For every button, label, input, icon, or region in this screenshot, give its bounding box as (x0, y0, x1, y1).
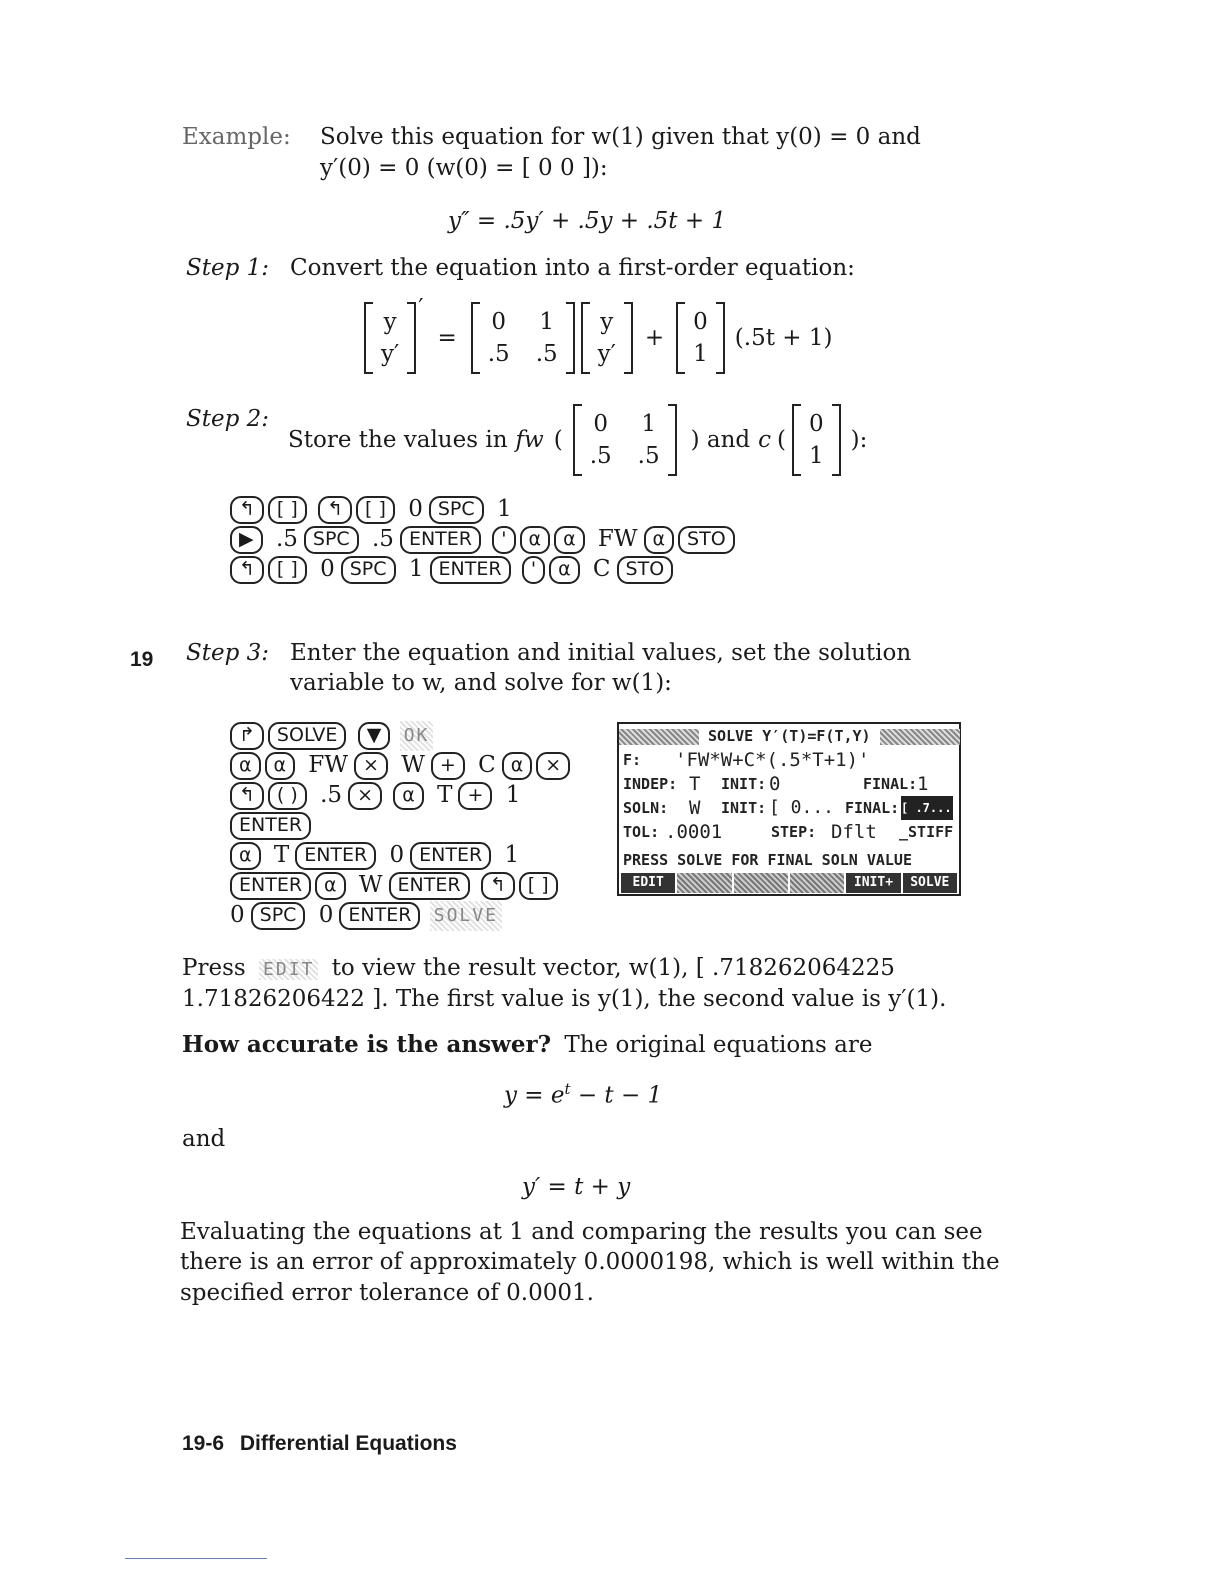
eq1-rest: − t − 1 (570, 1082, 663, 1109)
keystroke-line (228, 750, 572, 780)
accuracy-heading-line (182, 1031, 873, 1058)
keystroke-line (228, 494, 737, 524)
page-footer (182, 1432, 457, 1456)
keystroke-line (228, 870, 572, 900)
result-line-2: 1.71826206422 ]. The first value is y(1), the second value is y′(1). (182, 986, 947, 1012)
spc-key[interactable]: SPC (429, 496, 484, 524)
alpha-key[interactable]: α (644, 526, 675, 554)
forcing-term: (.5t + 1) (734, 325, 833, 351)
close-paren: ): (850, 427, 868, 453)
bracket-key[interactable]: [ ] (268, 496, 307, 524)
solve-softkey[interactable]: SOLVE (903, 873, 957, 893)
indep-final-field[interactable]: 1 (917, 773, 929, 795)
ok-softkey[interactable]: OK (400, 721, 434, 751)
soln-init-field[interactable]: [ 0... (769, 797, 835, 818)
solve-key[interactable]: SOLVE (268, 722, 347, 750)
example-equation: y″ = .5y′ + .5y + .5t + 1 (448, 208, 727, 234)
screen-prompt: PRESS SOLVE FOR FINAL SOLN VALUE (623, 851, 912, 869)
alpha-key[interactable]: α (502, 752, 533, 780)
open-paren-2: ( (777, 427, 787, 453)
key-text: 0 (389, 842, 405, 868)
equation-2: y′ = t + y (522, 1174, 631, 1200)
s2-c1: 0 (809, 411, 824, 437)
blank-softkey (677, 873, 731, 893)
state-vector (581, 302, 633, 374)
key-text: 1 (505, 782, 521, 808)
enter-key[interactable]: ENTER (410, 842, 491, 870)
s2-a11: 0 (593, 411, 608, 437)
step3-line-1: Enter the equation and initial values, set the solution (290, 640, 912, 666)
eq1-exponent: t (564, 1080, 571, 1098)
final-label: FINAL: (845, 799, 900, 817)
screen-title: SOLVE Y′(T)=F(T,Y) (708, 727, 871, 745)
a11: 0 (491, 309, 507, 335)
lhs-yprime: y′ (381, 341, 400, 367)
enter-key[interactable]: ENTER (230, 872, 311, 900)
step3-label: Step 3: (186, 640, 270, 666)
screen-title-bar (619, 724, 959, 748)
step1-matrix-equation (364, 295, 833, 376)
calculator-screen (617, 722, 961, 896)
s2-a22: .5 (637, 443, 660, 469)
step2-c-vector (792, 404, 841, 476)
indep-field[interactable]: T (689, 773, 701, 795)
keystroke-line (228, 720, 572, 750)
key-text: 1 (408, 556, 424, 582)
alpha-key[interactable]: α (230, 842, 261, 870)
alpha-key[interactable]: α (265, 752, 296, 780)
paren-key[interactable]: ( ) (268, 782, 307, 810)
step3-keystrokes (228, 720, 572, 930)
s2-c2: 1 (809, 443, 824, 469)
left-shift-key[interactable]: ↰ (230, 782, 264, 810)
init-softkey[interactable]: INIT+ (846, 873, 900, 893)
bracket-key[interactable]: [ ] (268, 556, 307, 584)
key-text: C (478, 752, 496, 778)
times-key[interactable]: × (536, 752, 570, 780)
key-text: .5 (275, 526, 298, 552)
chapter-title: Differential Equations (239, 1432, 457, 1455)
example-line-1: Solve this equation for w(1) given that y(0) = 0 and (320, 124, 921, 150)
result-line-1 (182, 955, 895, 981)
screen-f-row (619, 748, 959, 772)
blank-softkey (790, 873, 844, 893)
tick-key[interactable]: ' (522, 556, 545, 584)
tol-field[interactable]: .0001 (665, 821, 723, 843)
chapter-marker: 19 (130, 648, 154, 671)
final-label: FINAL: (863, 775, 918, 793)
alpha-key[interactable]: α (520, 526, 551, 554)
softkey-menu (619, 872, 959, 894)
and-text: ) and (690, 427, 751, 453)
plus-key[interactable]: + (458, 782, 492, 810)
plus-sign: + (644, 325, 665, 351)
keystroke-line (228, 524, 737, 554)
vec-yprime: y′ (597, 341, 616, 367)
edit-softkey[interactable]: EDIT (621, 873, 675, 893)
key-text: 0 (320, 556, 335, 582)
init-label: INIT: (721, 775, 767, 793)
step2-keystrokes (228, 494, 737, 584)
accuracy-text: The original equations are (564, 1032, 873, 1058)
a12: 1 (539, 309, 554, 335)
f-label: F: (623, 751, 642, 769)
accuracy-heading: How accurate is the answer? (182, 1031, 552, 1058)
enter-key[interactable]: ENTER (295, 842, 376, 870)
open-paren: ( (553, 427, 563, 453)
indep-init-field[interactable]: 0 (769, 773, 781, 795)
enter-key[interactable]: ENTER (389, 872, 470, 900)
tick-key[interactable]: ' (492, 526, 515, 554)
paragraph-line-1: Evaluating the equations at 1 and comparing the results you can see (180, 1219, 983, 1245)
times-key[interactable]: × (354, 752, 388, 780)
left-shift-key[interactable]: ↰ (230, 556, 264, 584)
alpha-key[interactable]: α (315, 872, 346, 900)
alpha-key[interactable]: α (549, 556, 580, 584)
lhs-prime: ′ (418, 295, 424, 321)
sto-key[interactable]: STO (678, 526, 735, 554)
left-shift-key[interactable]: ↰ (481, 872, 515, 900)
footer-rule (125, 1558, 267, 1559)
step2-text (288, 402, 867, 478)
key-text: FW (308, 752, 348, 778)
a21: .5 (487, 341, 510, 367)
enter-key[interactable]: ENTER (339, 902, 420, 930)
left-shift-key[interactable]: ↰ (230, 496, 264, 524)
and-word: and (182, 1126, 226, 1152)
key-text: C (592, 556, 611, 582)
example-line-2: y′(0) = 0 (w(0) = [ 0 0 ]): (320, 155, 608, 181)
equals-sign: = (437, 325, 457, 351)
init-label: INIT: (721, 799, 767, 817)
blank-softkey (734, 873, 788, 893)
keystroke-line (228, 840, 572, 870)
down-arrow-key[interactable]: ▼ (358, 722, 391, 750)
alpha-key[interactable]: α (230, 752, 261, 780)
paragraph-line-2: there is an error of approximately 0.0000198, which is well within the (180, 1249, 1000, 1275)
page-number: 19-6 (182, 1432, 225, 1455)
keystroke-line (228, 900, 572, 930)
step2-matrix-a (573, 404, 677, 476)
enter-key[interactable]: ENTER (230, 812, 311, 840)
bracket-key[interactable]: [ ] (356, 496, 395, 524)
lhs-vector (364, 302, 416, 374)
press-text: Press (182, 955, 246, 981)
key-text: W (358, 872, 383, 898)
step3-line-2: variable to w, and solve for w(1): (290, 670, 672, 696)
spc-key[interactable]: SPC (304, 526, 359, 554)
key-text: W (401, 752, 425, 778)
key-text: 1 (504, 842, 520, 868)
key-text: 0 (408, 496, 423, 522)
c-vector (676, 302, 725, 374)
f-field[interactable]: 'FW*W+C*(.5*T+1)' (675, 749, 870, 771)
key-text: 1 (496, 496, 512, 522)
paragraph-line-3: specified error tolerance of 0.0001. (180, 1280, 594, 1306)
key-text: T (273, 842, 290, 868)
step2-text-before: Store the values in (288, 427, 508, 453)
vec-y: y (600, 309, 614, 335)
step-label: STEP: (771, 823, 817, 841)
tol-label: TOL: (623, 823, 660, 841)
result-line-1-rest: to view the result vector, w(1), [ .718262064225 (331, 955, 895, 981)
solve-softkey[interactable]: SOLVE (430, 901, 502, 931)
indep-label: INDEP: (623, 775, 678, 793)
c1: 0 (693, 309, 708, 335)
key-text: .5 (372, 526, 394, 552)
example-label: Example: (182, 124, 291, 150)
edit-softkey-ref[interactable]: EDIT (259, 959, 318, 980)
stiff-checkbox[interactable]: _STIFF (899, 823, 954, 841)
alpha-key[interactable]: α (554, 526, 585, 554)
screen-soln-row (619, 796, 959, 820)
sto-key[interactable]: STO (617, 556, 674, 584)
spc-key[interactable]: SPC (251, 902, 306, 930)
step1-label: Step 1: (186, 255, 270, 281)
soln-label: SOLN: (623, 799, 669, 817)
soln-final-field[interactable]: [ .7... (901, 796, 953, 820)
times-key[interactable]: × (348, 782, 382, 810)
step2-label: Step 2: (186, 406, 270, 432)
key-text: T (437, 782, 453, 808)
screen-indep-row (619, 772, 959, 796)
screen-tol-row (619, 820, 959, 844)
right-arrow-key[interactable]: ▶ (230, 526, 263, 554)
key-text: FW (597, 526, 638, 552)
keystroke-line (228, 810, 572, 840)
alpha-key[interactable]: α (393, 782, 424, 810)
step-field[interactable]: Dflt (831, 821, 877, 843)
bracket-key[interactable]: [ ] (519, 872, 558, 900)
s2-a12: 1 (641, 411, 656, 437)
s2-a21: .5 (589, 443, 612, 469)
enter-key[interactable]: ENTER (430, 556, 511, 584)
keystroke-line (228, 780, 572, 810)
c2: 1 (693, 341, 708, 367)
plus-key[interactable]: + (431, 752, 465, 780)
key-text: .5 (320, 782, 343, 808)
matrix-a (471, 302, 575, 374)
key-text: 0 (318, 902, 334, 928)
spc-key[interactable]: SPC (341, 556, 396, 584)
c-name: c (758, 427, 772, 453)
fw-name: fw (515, 427, 544, 453)
a22: .5 (535, 341, 558, 367)
left-shift-key[interactable]: ↰ (318, 496, 352, 524)
right-shift-key[interactable]: ↱ (230, 722, 264, 750)
lhs-y: y (383, 309, 397, 335)
enter-key[interactable]: ENTER (400, 526, 481, 554)
equation-1 (504, 1080, 662, 1109)
keystroke-line (228, 554, 737, 584)
eq1-base: y = e (504, 1082, 565, 1109)
soln-field[interactable]: W (689, 797, 701, 819)
key-text: 0 (230, 902, 245, 928)
step1-text: Convert the equation into a first-order equation: (290, 255, 855, 281)
